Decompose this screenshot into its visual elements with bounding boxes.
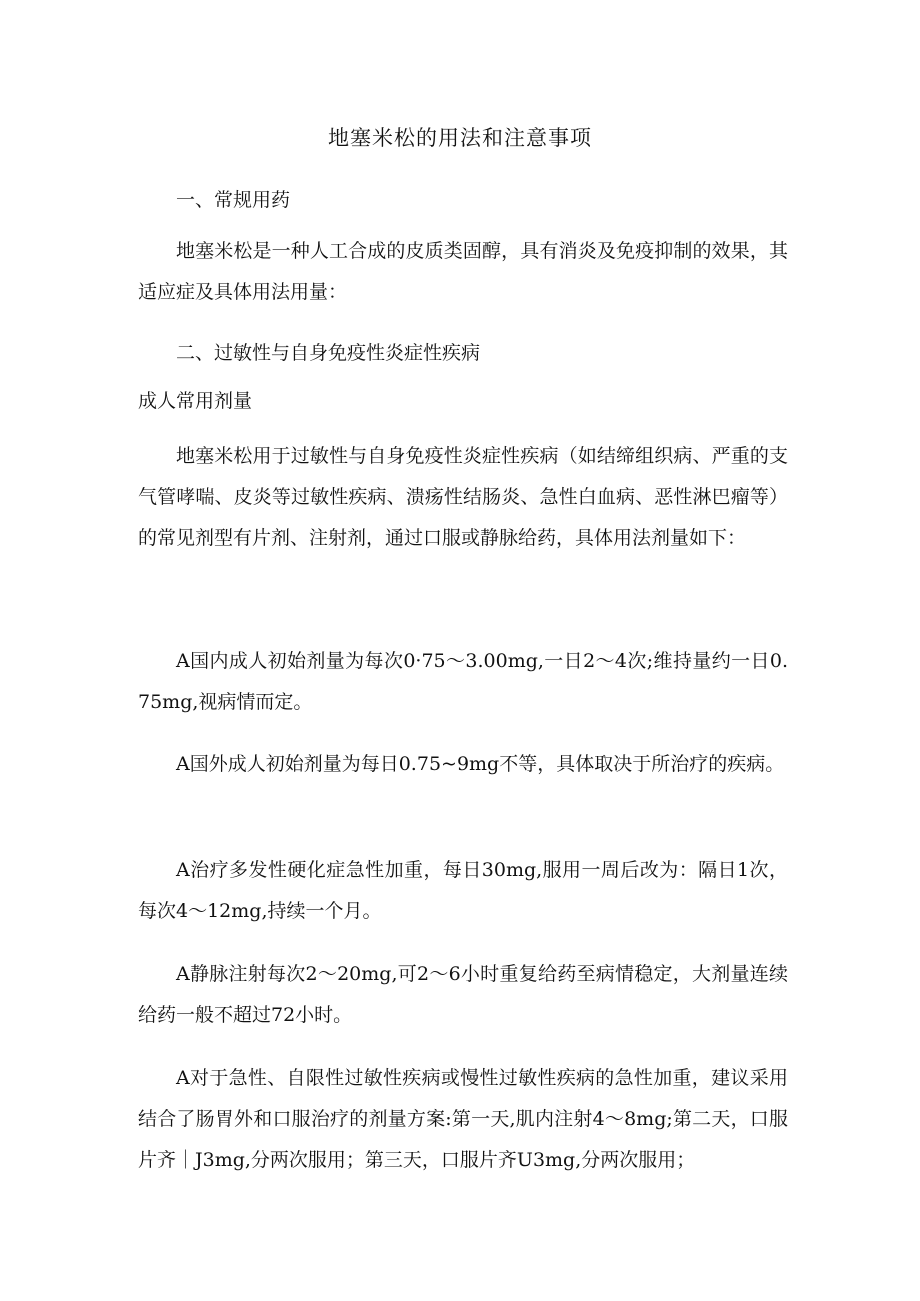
dose-item-iv-injection: A静脉注射每次2～20mg,可2～6小时重复给药至病情稳定，大剂量连续给药一般不超过72小时。 — [138, 963, 788, 1026]
document-title: 地塞米松的用法和注意事项 — [328, 126, 592, 150]
intro-paragraph: 地塞米松是一种人工合成的皮质类固醇，具有消炎及免疫抑制的效果，其适应症及具体用法用量： — [138, 240, 788, 303]
dose-item-foreign: A国外成人初始剂量为每日0.75~9mg不等，具体取决于所治疗的疾病。 — [176, 753, 785, 775]
dose-item-domestic: A国内成人初始剂量为每次0·75～3.00mg,一日2～4次;维持量约一日0.75mg,视病情而定。 — [138, 650, 788, 713]
dose-item-allergy-regimen: A对于急性、自限性过敏性疾病或慢性过敏性疾病的急性加重，建议采用结合了肠胃外和口服治疗的剂量方案:第一天,肌内注射4～8mg;第二天，口服片齐｜J3mg,分两次服用；第三天，口服片齐U3mg,分两次服用； — [138, 1067, 788, 1171]
dose-item-multiple-sclerosis: A治疗多发性硬化症急性加重，每日30mg,服用一周后改为：隔日1次，每次4～12mg,持续一个月。 — [138, 859, 788, 922]
section-heading-routine: 一、常规用药 — [176, 189, 291, 211]
section-heading-allergic: 二、过敏性与自身免疫性炎症性疾病 — [176, 342, 481, 364]
paragraph-usage: 地塞米松用于过敏性与自身免疫性炎症性疾病（如结缔组织病、严重的支气管哮喘、皮炎等过敏性疾病、溃疡性结肠炎、急性白血病、恶性淋巴瘤等）的常见剂型有片剂、注射剂，通过口服或静脉给药，具体用法剂量如下： — [138, 445, 788, 549]
subheading-adult-dose: 成人常用剂量 — [138, 390, 253, 412]
